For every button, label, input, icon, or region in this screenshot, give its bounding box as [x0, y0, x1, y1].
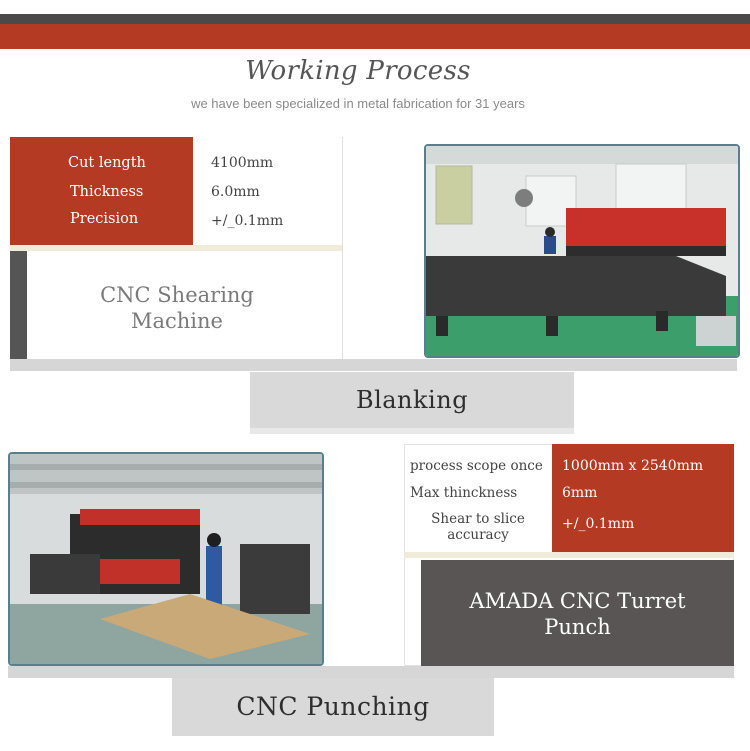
machine-name-turret-punch-line1: AMADA CNC Turret [469, 589, 686, 613]
machine-name-shearing-line1: CNC Shearing [100, 283, 254, 307]
spec-label-shear-accuracy-line2: accuracy [447, 527, 509, 543]
page-subtitle: we have been specialized in metal fabrication for 31 years [191, 96, 525, 111]
turret-punch-photo [8, 452, 324, 666]
section1-separator [10, 245, 342, 251]
spec-value-precision: +/_0.1mm [211, 213, 284, 229]
spec-value-process-scope: 1000mm x 2540mm [562, 458, 704, 474]
spec-label-shear-accuracy-line1: Shear to slice [431, 511, 525, 527]
shearing-machine-photo [424, 144, 740, 358]
spec-label-process-scope: process scope once [410, 458, 543, 474]
section2-card-shadow [8, 666, 734, 678]
machine-name-shearing-line2: Machine [131, 309, 223, 333]
spec-label-precision: Precision [70, 211, 139, 227]
turret-punch-illustration [10, 454, 322, 664]
machine-name-shearing [27, 282, 327, 334]
section2-separator [404, 552, 734, 558]
spec-label-max-thickness: Max thinckness [410, 485, 518, 501]
spec-value-thickness: 6.0mm [211, 184, 260, 200]
spec-value-max-thickness: 6mm [562, 485, 598, 501]
blanking-banner: Blanking [250, 372, 574, 428]
shearing-machine-illustration [426, 146, 738, 356]
machine-name-turret-punch [421, 588, 734, 640]
machine-name-turret-punch-line2: Punch [544, 615, 611, 639]
spec-label-thickness: Thickness [70, 184, 144, 200]
header-red-stripe [0, 24, 750, 49]
section1-left-accent-bar [10, 251, 27, 359]
spec-label-shear-accuracy [410, 511, 546, 543]
page-title: Working Process [245, 56, 471, 86]
cnc-punching-banner: CNC Punching [172, 678, 494, 736]
spec-value-shear-accuracy: +/_0.1mm [562, 516, 635, 532]
spec-value-cut-length: 4100mm [211, 155, 274, 171]
section1-card-shadow [10, 359, 737, 371]
header-dark-stripe [0, 14, 750, 24]
spec-label-cut-length: Cut length [68, 155, 146, 171]
